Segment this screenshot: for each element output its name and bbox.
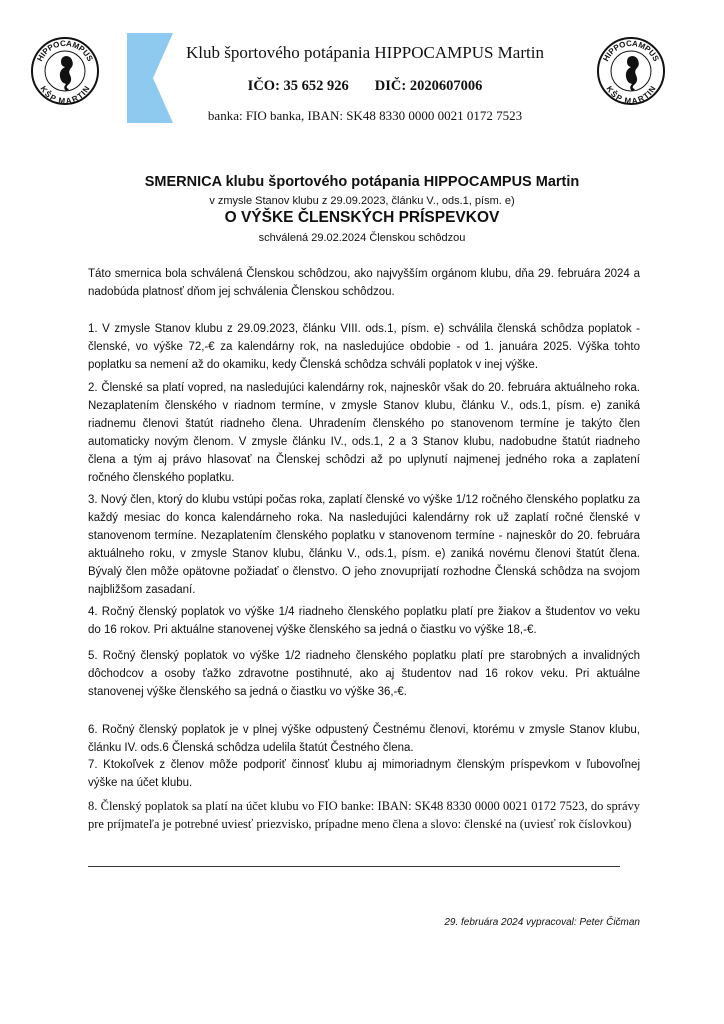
svg-text:HIPPOCAMPUS: HIPPOCAMPUS bbox=[35, 38, 95, 63]
footer-signature: 29. februára 2024 vypracoval: Peter Čičman bbox=[444, 917, 640, 928]
paragraph-3: 3. Nový člen, ktorý do klubu vstúpi počas roka, zaplatí členské vo výške 1/12 ročného členského poplatku za každý mesiac do konca kalendárneho roka. Na nasledujúci kalendárny rok už zaplatí ročné členské v stanovenom termíne. Nezaplatením členského poplatku v stanovenom termíne - najneskôr do 20. februára aktuálneho roku, v zmysle Stanov klubu, článku V., ods.1, písm. e) zaniká novému členovi štatút člena. Bývalý člen môže opätovne požiadať o členstvo. O jeho znovuprijatí rozhodne Členská schôdza na svojom najbližšom zasadaní. bbox=[88, 494, 640, 596]
dic-number: DIČ: 2020607006 bbox=[374, 78, 483, 94]
paragraph-4: 4. Ročný členský poplatok vo výške 1/4 riadneho členského poplatku platí pre žiakov a študentov vo veku do 16 rokov. Pri aktuálne stanovenej výške členského sa jedná o čiastku vo výške 18,-€. bbox=[88, 606, 640, 636]
ico-number: IČO: 35 652 926 bbox=[247, 78, 349, 94]
dive-flag-icon bbox=[127, 33, 173, 123]
seahorse-seal-icon bbox=[30, 36, 100, 106]
paragraph-5: 5. Ročný členský poplatok vo výške 1/2 riadneho členského poplatku platí pre starobných a invalidných dôchodcov a osoby ťažko zdravotne postihnuté, ako aj študentov nad 16 rokov veku. Pri aktuálne stanovenej výške členského sa jedná o čiastku vo výške 36,-€. bbox=[88, 650, 640, 698]
document-subtitle: v zmysle Stanov klubu z 29.09.2023, článku V., ods.1, písm. e) bbox=[209, 195, 515, 207]
paragraph-8: 8. Členský poplatok sa platí na účet klubu vo FIO banke: IBAN: SK48 8330 0000 0021 0172 7523, do správy pre príjmateľa je potrebné uviesť priezvisko, prípadne meno člena a slovo: členské na (uviesť rok číslovkou) bbox=[88, 799, 640, 831]
svg-text:KŠP MARTIN: KŠP MARTIN bbox=[38, 84, 92, 106]
club-logo-left bbox=[30, 36, 100, 106]
club-ids bbox=[180, 78, 550, 95]
intro-paragraph: Táto smernica bola schválená Členskou schôdzou, ako najvyšším orgánom klubu, dňa 29. februára 2024 a nadobúda platnosť dňom jej schválenia Členskou schôdzou. bbox=[88, 268, 640, 298]
paragraph-1: 1. V zmysle Stanov klubu z 29.09.2023, článku VIII. ods.1, písm. e) schválila členská schôdza poplatok - členské, vo výške 72,-€ za kalendárny rok, na nasledujúce obdobie - od 1. januára 2025. Výška tohto poplatku sa nemení až do okamiku, kedy Členská schôdza schváli poplatok v inej výške. bbox=[88, 323, 640, 371]
svg-text:KŠP MARTIN: KŠP MARTIN bbox=[604, 84, 658, 106]
document-heading: O VÝŠKE ČLENSKÝCH PRÍSPEVKOV bbox=[224, 209, 500, 226]
club-logo-right bbox=[596, 36, 666, 106]
seahorse-seal-icon bbox=[596, 36, 666, 106]
club-name: Klub športového potápania HIPPOCAMPUS Martin bbox=[186, 43, 544, 62]
paragraph-6: 6. Ročný členský poplatok je v plnej výške odpustený Čestnému členovi, ktorému v zmysle Stanov klubu, článku IV. ods.6 Členská schôdza udelila štatút Čestného člena. bbox=[88, 724, 640, 754]
document-title: SMERNICA klubu športového potápania HIPPOCAMPUS Martin bbox=[144, 174, 580, 190]
divider bbox=[88, 866, 620, 867]
approval-note: schválená 29.02.2024 Členskou schôdzou bbox=[258, 232, 466, 244]
paragraph-2: 2. Členské sa platí vopred, na nasledujúci kalendárny rok, najneskôr však do 20. februára aktuálneho roka. Nezaplatením členského v riadnom termíne, v zmysle Stanov klubu, článku V., ods.1, písm. e) zaniká riadnemu členovi štatút riadneho člena. Uhradením členského po stanovenom termíne je takýto člen automaticky novým členom. V zmysle článku IV., ods.1, 2 a 3 Stanov klubu, nadobudne štatút riadneho člena a tým aj právo hlasovať na Členskej schôdzi až po uplynutí najmenej jedného roka a zaplatení ročného členského poplatku. bbox=[88, 382, 640, 484]
paragraph-7: 7. Ktokoľvek z členov môže podporiť činnosť klubu aj mimoriadnym členským príspevkom v ľubovoľnej výške na účet klubu. bbox=[88, 759, 640, 789]
bank-details: banka: FIO banka, IBAN: SK48 8330 0000 0021 0172 7523 bbox=[207, 108, 523, 123]
svg-text:HIPPOCAMPUS: HIPPOCAMPUS bbox=[601, 38, 661, 63]
